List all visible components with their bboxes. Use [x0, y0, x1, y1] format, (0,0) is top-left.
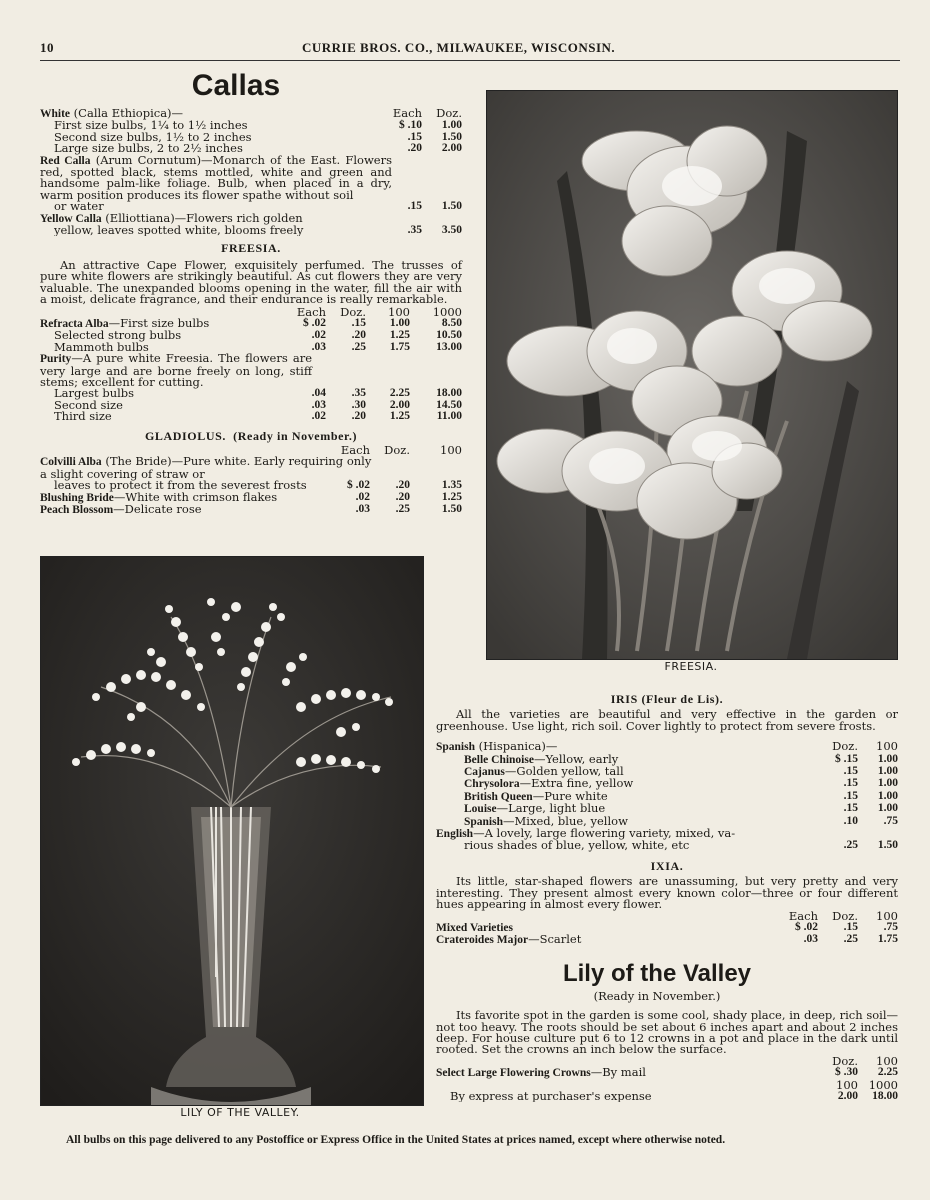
- price-row: Belle Chinoise—Yellow, early $ .15 1.00: [464, 752, 898, 766]
- lily-title: Lily of the Valley: [562, 959, 752, 987]
- lily-note: (Ready in November.): [593, 988, 721, 1003]
- gladiolus-title: GLADIOLUS. (Ready in November.): [144, 428, 358, 443]
- ixia-intro: Its little, star-shaped flowers are unassuming, but very pretty and very interesting. They present almost every known color—three or four different hues appearing in almost every flower.: [436, 874, 898, 912]
- header-rule: [40, 60, 900, 61]
- yellow-calla-desc: Yellow Calla (Elliottiana)—Flowers rich golden: [40, 210, 303, 225]
- col-doz: Doz.: [436, 106, 462, 120]
- colvilli-desc: Colvilli Alba (The Bride)—Pure white. Early requiring only a slight covering of straw or: [40, 454, 372, 481]
- col-each: Each: [392, 106, 422, 120]
- freesia-header-row: Each Doz. 100 1000: [296, 304, 462, 319]
- gladiolus-header-row: Each Doz. 100: [340, 442, 462, 457]
- english-iris-desc: English—A lovely, large flowering variety, mixed, va-: [436, 826, 736, 841]
- price-row: Third size .02 .20 1.25 11.00: [54, 410, 462, 423]
- page-number: 10: [40, 40, 54, 55]
- price-row: Refracta Alba—First size bulbs $ .02 .15 1.00 8.50: [40, 316, 462, 330]
- lily-header-row-2: 100 1000: [836, 1077, 898, 1092]
- price-row: Crateroides Major—Scarlet .03 .25 1.75: [436, 933, 898, 947]
- freesia-caption: FREESIA.: [664, 660, 718, 673]
- lily-illustration: [41, 557, 423, 1105]
- price-row: or water .15 1.50: [54, 200, 462, 213]
- price-row: Spanish—Mixed, blue, yellow .10 .75: [464, 814, 898, 828]
- purity-desc: Purity—A pure white Freesia. The flowers are very large and are borne freely on long, stiff stems; excellent for cutting.: [40, 351, 312, 389]
- price-row: Large size bulbs, 2 to 2½ inches .20 2.00: [54, 142, 462, 155]
- price-row: First size bulbs, 1¼ to 1½ inches $ .10 1.00: [54, 119, 462, 132]
- price-row: Selected strong bulbs .02 .20 1.25 10.50: [54, 329, 462, 342]
- running-head: [40, 40, 898, 60]
- white-calla-name: White: [40, 108, 71, 120]
- footer-note: All bulbs on this page delivered to any Postoffice or Express Office in the United States at prices named, except where otherwise noted.: [66, 1134, 726, 1146]
- white-calla-desc: (Calla Ethiopica)—: [70, 108, 184, 120]
- price-row: yellow, leaves spotted white, blooms freely .35 3.50: [54, 224, 462, 237]
- price-row: rious shades of blue, yellow, white, etc .25 1.50: [464, 839, 898, 852]
- price-row: Mammoth bulbs .03 .25 1.75 13.00: [54, 340, 462, 354]
- iris-header-row: Spanish (Hispanica)— Doz. 100: [436, 739, 898, 754]
- firm-header: CURRIE BROS. CO., MILWAUKEE, WISCONSIN.: [302, 40, 616, 55]
- freesia-intro: An attractive Cape Flower, exquisitely perfumed. The trusses of pure white flowers are strikingly beautiful. As cut flowers they are very valuable. The unexpanded blooms opening in the water, fill the air with a moist, delicate fragrance, and their endurance is really remarkable.: [40, 257, 462, 307]
- price-row: Mixed Varieties $ .02 .15 .75: [436, 920, 898, 934]
- iris-title: IRIS (Fleur de Lis).: [610, 692, 724, 706]
- lily-caption: LILY OF THE VALLEY.: [180, 1106, 300, 1119]
- price-row: Cajanus—Golden yellow, tall .15 1.00: [464, 765, 898, 779]
- red-calla-desc: Red Calla (Arum Cornutum)—Monarch of the East. Flowers red, spotted black, stems mottled, white and green and handsome palm-like foliage. Bulb, when placed in a dry, warm position produces its flower spathe without soil: [40, 152, 392, 202]
- lily-intro: Its favorite spot in the garden is some cool, shady place, in deep, rich soil—not too heavy. The roots should be set about 6 inches apart and about 2 inches deep. For house culture put 6 to 12 crowns in a pot and place in the dark until rooted. Set the crowns an inch below the surface.: [436, 1008, 898, 1057]
- price-row: Louise—Large, light blue .15 1.00: [464, 802, 898, 816]
- ixia-header-row: Each Doz. 100: [788, 908, 898, 923]
- price-row: Blushing Bride—White with crimson flakes .02 .20 1.25: [40, 490, 462, 504]
- price-row: By express at purchaser's expense 2.00 18.00: [450, 1089, 898, 1103]
- lily-of-the-valley-photo: [40, 556, 424, 1106]
- price-row: leaves to protect it from the severest frosts $ .02 .20 1.35: [54, 479, 462, 492]
- price-row: Second size .03 .30 2.00 14.50: [54, 398, 462, 412]
- freesia-illustration: [487, 91, 897, 659]
- freesia-title: FREESIA.: [221, 241, 281, 256]
- price-row: British Queen—Pure white .15 1.00: [464, 789, 898, 803]
- ixia-title: IXIA.: [650, 858, 684, 873]
- right-column: [436, 694, 898, 1102]
- price-row: Largest bulbs .04 .35 2.25 18.00: [54, 387, 462, 400]
- price-row: Peach Blossom—Delicate rose .03 .25 1.50: [40, 503, 462, 516]
- iris-intro: All the varieties are beautiful and very effective in the garden or greenhouse. Use light, rich soil. Cover lightly to protect from severe frosts.: [436, 707, 898, 733]
- price-row: Chrysolora—Extra fine, yellow .15 1.00: [464, 777, 898, 791]
- price-row: Second size bulbs, 1½ to 2 inches .15 1.50: [54, 130, 462, 144]
- lily-header-row: Doz. 100: [832, 1053, 898, 1068]
- price-row: Select Large Flowering Crowns—By mail $ .30 2.25: [436, 1066, 898, 1080]
- left-column: [40, 66, 462, 516]
- freesia-photo: [486, 90, 898, 660]
- callas-title: Callas: [191, 69, 281, 102]
